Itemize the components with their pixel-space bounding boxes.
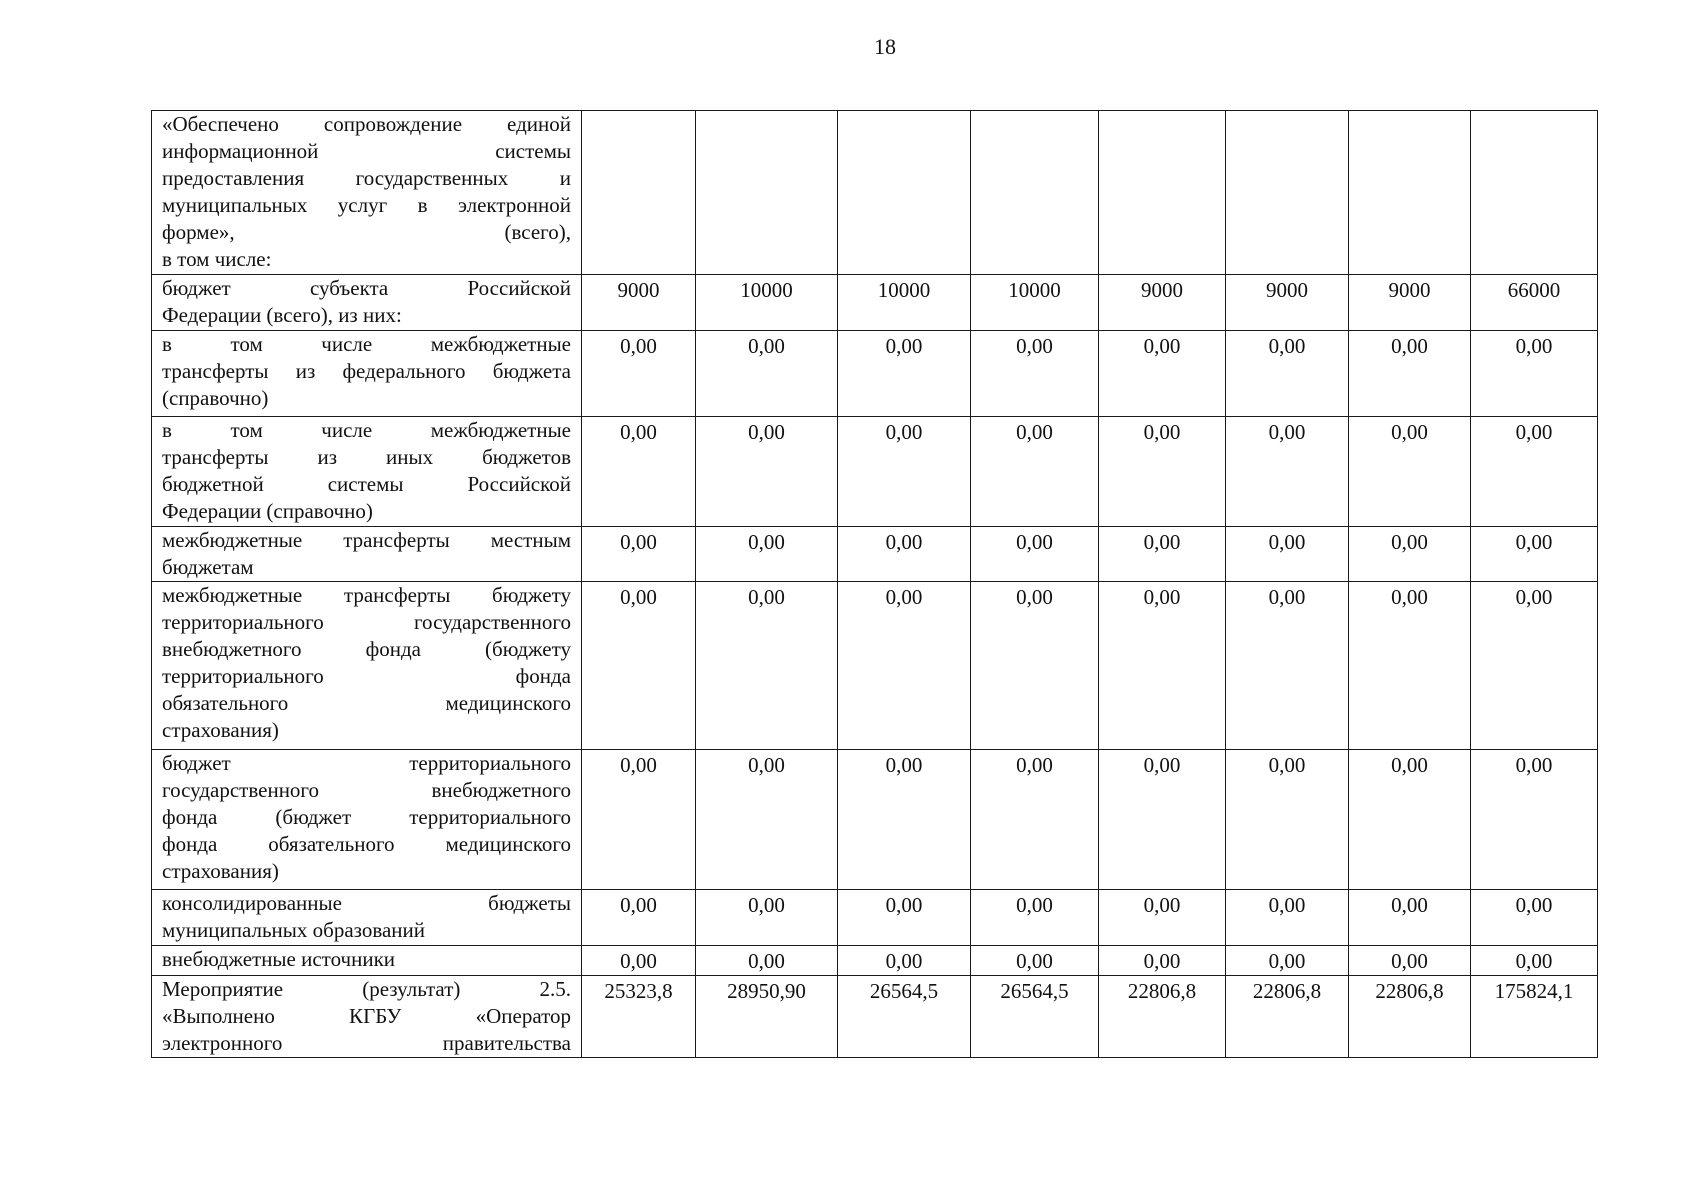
row-label-line: бюджет субъекта Российской	[162, 276, 571, 300]
row-label	[152, 111, 582, 275]
value-cell: 0,00	[971, 582, 1099, 750]
value-cell: 0,00	[696, 331, 838, 417]
row-label-line: консолидированные бюджеты	[162, 891, 571, 915]
row-label-line: «Выполнено КГБУ «Оператор	[162, 1004, 571, 1028]
row-label-line: территориального государственного	[162, 610, 571, 634]
row-label-line: муниципальных образований	[162, 918, 425, 942]
row-label	[152, 275, 582, 331]
row-label-line: страхования)	[162, 859, 279, 883]
value-cell	[696, 111, 838, 275]
value-cell: 0,00	[838, 331, 971, 417]
row-label-line: форме», (всего),	[162, 220, 571, 244]
row-label-line: фонда (бюджет территориального	[162, 805, 571, 829]
value-cell	[838, 111, 971, 275]
table-row	[152, 331, 1598, 417]
row-label-line: фонда обязательного медицинского	[162, 832, 571, 856]
table-row	[152, 976, 1598, 1058]
value-cell: 0,00	[1099, 582, 1226, 750]
value-cell: 0,00	[1226, 946, 1349, 976]
value-cell: 0,00	[696, 890, 838, 946]
value-cell: 0,00	[1349, 946, 1471, 976]
table-body	[152, 111, 1598, 1058]
value-cell: 22806,8	[1099, 976, 1226, 1058]
value-cell: 25323,8	[582, 976, 696, 1058]
row-label-line: предоставления государственных и	[162, 166, 571, 190]
value-cell: 9000	[1226, 275, 1349, 331]
value-cell: 0,00	[1226, 890, 1349, 946]
value-cell: 0,00	[1099, 890, 1226, 946]
row-label-line: (справочно)	[162, 386, 269, 410]
value-cell: 0,00	[1226, 331, 1349, 417]
row-label-line: в том числе межбюджетные	[162, 418, 571, 442]
value-cell: 0,00	[1471, 417, 1598, 527]
value-cell: 0,00	[1471, 331, 1598, 417]
row-label-line: страхования)	[162, 718, 279, 742]
row-label-line: электронного правительства	[162, 1031, 571, 1055]
value-cell: 0,00	[971, 750, 1099, 890]
table-row	[152, 582, 1598, 750]
value-cell: 0,00	[1471, 946, 1598, 976]
value-cell: 0,00	[1226, 750, 1349, 890]
value-cell: 0,00	[582, 750, 696, 890]
value-cell: 0,00	[1226, 582, 1349, 750]
value-cell: 0,00	[1099, 527, 1226, 582]
row-label-line: Федерации (справочно)	[162, 499, 373, 523]
value-cell: 10000	[838, 275, 971, 331]
value-cell: 0,00	[971, 890, 1099, 946]
value-cell: 0,00	[1099, 750, 1226, 890]
value-cell: 0,00	[1099, 417, 1226, 527]
value-cell: 0,00	[1349, 890, 1471, 946]
table-row	[152, 275, 1598, 331]
row-label-line: в том числе:	[162, 247, 272, 271]
row-label	[152, 890, 582, 946]
row-label-line: бюджетам	[162, 555, 254, 579]
row-label	[152, 331, 582, 417]
row-label	[152, 582, 582, 750]
row-label-line: государственного внебюджетного	[162, 778, 571, 802]
row-label-line: бюджетной системы Российской	[162, 472, 571, 496]
value-cell: 0,00	[1349, 582, 1471, 750]
value-cell: 0,00	[971, 946, 1099, 976]
value-cell: 0,00	[582, 331, 696, 417]
value-cell: 0,00	[1349, 417, 1471, 527]
value-cell: 10000	[971, 275, 1099, 331]
value-cell: 0,00	[582, 527, 696, 582]
value-cell: 0,00	[582, 890, 696, 946]
value-cell: 0,00	[971, 331, 1099, 417]
value-cell: 0,00	[582, 946, 696, 976]
row-label-line: «Обеспечено сопровождение единой	[162, 112, 571, 136]
row-label-line: внебюджетные источники	[162, 947, 396, 971]
value-cell	[1471, 111, 1598, 275]
value-cell: 0,00	[1226, 417, 1349, 527]
value-cell: 22806,8	[1349, 976, 1471, 1058]
value-cell: 0,00	[1099, 331, 1226, 417]
value-cell: 0,00	[838, 417, 971, 527]
value-cell: 0,00	[838, 582, 971, 750]
value-cell: 22806,8	[1226, 976, 1349, 1058]
value-cell: 28950,90	[696, 976, 838, 1058]
value-cell: 0,00	[696, 946, 838, 976]
table-row	[152, 890, 1598, 946]
row-label-line: в том числе межбюджетные	[162, 332, 571, 356]
value-cell: 10000	[696, 275, 838, 331]
row-label-line: межбюджетные трансферты местным	[162, 528, 571, 552]
row-label-line: Мероприятие (результат) 2.5.	[162, 977, 571, 1001]
value-cell	[582, 111, 696, 275]
value-cell	[1099, 111, 1226, 275]
value-cell: 0,00	[838, 946, 971, 976]
value-cell: 0,00	[1471, 527, 1598, 582]
row-label	[152, 946, 582, 976]
row-label-line: трансферты из иных бюджетов	[162, 445, 571, 469]
value-cell: 0,00	[1471, 582, 1598, 750]
page-number: 18	[874, 34, 896, 59]
budget-table	[151, 110, 1598, 1058]
row-label-line: информационной системы	[162, 139, 571, 163]
table-row	[152, 417, 1598, 527]
value-cell: 0,00	[696, 417, 838, 527]
row-label-line: межбюджетные трансферты бюджету	[162, 583, 571, 607]
value-cell: 9000	[1349, 275, 1471, 331]
value-cell: 0,00	[1471, 750, 1598, 890]
row-label-line: бюджет территориального	[162, 751, 571, 775]
value-cell: 9000	[1099, 275, 1226, 331]
value-cell: 0,00	[696, 582, 838, 750]
table-row	[152, 111, 1598, 275]
value-cell	[971, 111, 1099, 275]
row-label-line: территориального фонда	[162, 664, 571, 688]
value-cell: 0,00	[1226, 527, 1349, 582]
value-cell: 26564,5	[971, 976, 1099, 1058]
row-label-line: обязательного медицинского	[162, 691, 571, 715]
row-label-line: Федерации (всего), из них:	[162, 303, 402, 327]
value-cell	[1349, 111, 1471, 275]
value-cell: 0,00	[971, 527, 1099, 582]
value-cell: 26564,5	[838, 976, 971, 1058]
value-cell: 0,00	[1349, 750, 1471, 890]
table-row	[152, 750, 1598, 890]
value-cell: 0,00	[971, 417, 1099, 527]
value-cell: 9000	[582, 275, 696, 331]
value-cell: 0,00	[582, 417, 696, 527]
row-label-line: внебюджетного фонда (бюджету	[162, 637, 571, 661]
row-label	[152, 750, 582, 890]
value-cell: 0,00	[1099, 946, 1226, 976]
value-cell: 0,00	[696, 527, 838, 582]
value-cell: 175824,1	[1471, 976, 1598, 1058]
row-label	[152, 527, 582, 582]
row-label	[152, 417, 582, 527]
value-cell: 0,00	[838, 750, 971, 890]
value-cell: 0,00	[838, 527, 971, 582]
row-label	[152, 976, 582, 1058]
table-row	[152, 527, 1598, 582]
value-cell: 0,00	[838, 890, 971, 946]
value-cell: 0,00	[1471, 890, 1598, 946]
value-cell: 0,00	[582, 582, 696, 750]
row-label-line: трансферты из федерального бюджета	[162, 359, 571, 383]
value-cell: 66000	[1471, 275, 1598, 331]
row-label-line: муниципальных услуг в электронной	[162, 193, 571, 217]
value-cell: 0,00	[1349, 331, 1471, 417]
table-row	[152, 946, 1598, 976]
value-cell: 0,00	[1349, 527, 1471, 582]
value-cell	[1226, 111, 1349, 275]
value-cell: 0,00	[696, 750, 838, 890]
